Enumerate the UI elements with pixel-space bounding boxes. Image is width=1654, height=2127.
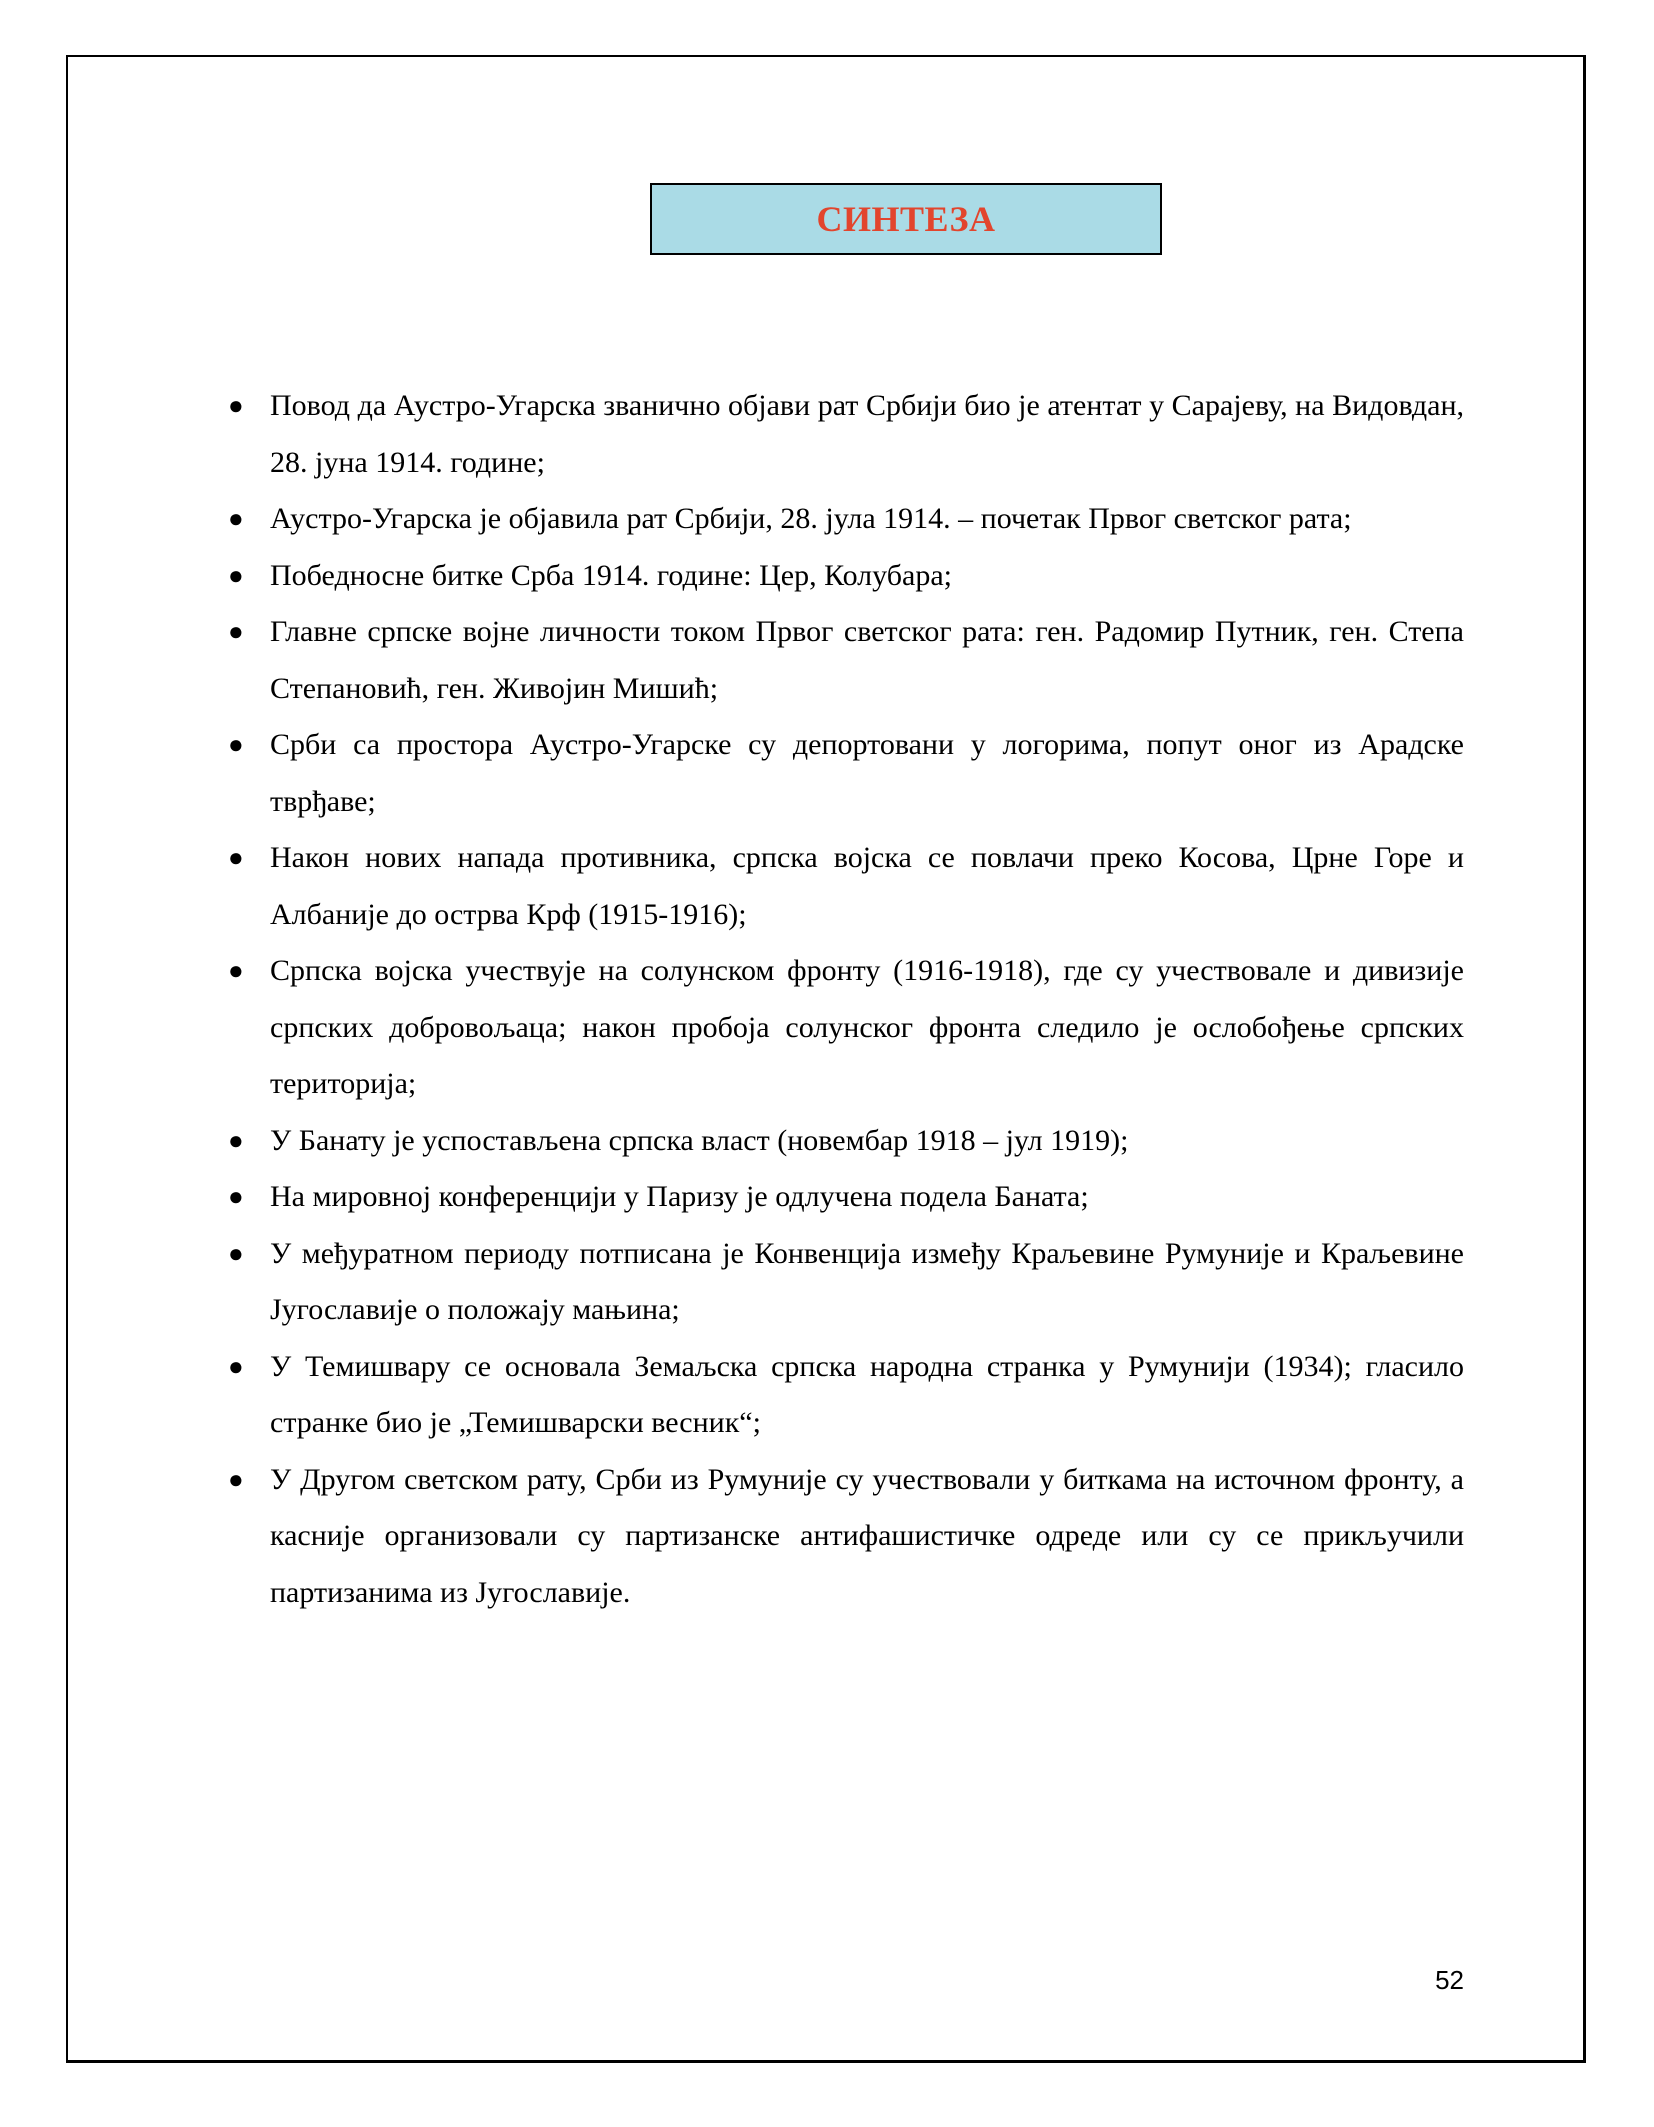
list-item-text: У међуратном периоду потписана је Конвенција између Краљевине Румуније и Краљевине Југославије о положају мањина; [270,1236,1464,1326]
list-item-text: Аустро-Угарска је објавила рат Србији, 28. јула 1914. – почетак Првог светског рата; [270,502,1352,535]
list-item-text: На мировној конференцији у Паризу је одлучена подела Баната; [270,1180,1089,1213]
title-box [650,183,1162,255]
list-item [220,1169,1464,1226]
bullet-icon: ● [228,391,244,420]
bullet-icon: ● [228,504,244,533]
list-item-text: У Другом светском рату, Срби из Румуније су учествовали у биткама на источном фронту, а касније организовали су партизанске антифашистичке одреде или су се прикључили партизанима из Југославије. [270,1462,1464,1609]
list-item [220,1452,1464,1622]
list-item-text: Српска војска учествује на солунском фронту (1916-1918), где су учествовале и дивизије српских добровољаца; након пробоја солунског фронта следило је ослобођење српских територија; [270,954,1464,1100]
list-item-text: Победносне битке Срба 1914. године: Цер, Колубара; [270,558,952,592]
list-item [220,1226,1464,1339]
list-item-text: Срби са простора Аустро-Угарске су депортовани у логорима, попут оног из Арадске тврђаве; [270,728,1464,818]
list-item-text: Повод да Аустро-Угарска званично објави рат Србији био је атентат у Сарајеву, на Видовдан, 28. јуна 1914. године; [270,389,1464,479]
list-item [220,548,1464,605]
list-item-text: Главне српске војне личности током Првог светског рата: ген. Радомир Путник, ген. Степа Степановић, ген. Живојин Мишић; [270,615,1464,705]
bullet-icon: ● [228,843,244,872]
bullet-icon: ● [228,1351,244,1381]
bullet-icon: ● [228,956,244,985]
list-item-text: Након нових напада противника, српска војска се повлачи преко Косова, Црне Горе и Албаније до острва Крф (1915-1916); [270,841,1464,931]
bullet-icon: ● [228,1464,244,1494]
bullet-icon: ● [228,617,244,646]
list-item [220,943,1464,1113]
list-item [220,830,1464,943]
bullet-icon: ● [228,1238,244,1268]
page-number: 52 [1435,1965,1464,1995]
list-item [220,491,1464,548]
list-item [220,604,1464,717]
list-item [220,717,1464,830]
list-item-text: У Темишвару се основала Земаљска српска народна странка у Румунији (1934); гласило странке био је „Темишварски весник“; [270,1349,1464,1439]
bullet-icon: ● [228,1182,244,1211]
page-title: СИНТЕЗА [816,199,996,239]
list-item [220,1339,1464,1452]
bullet-icon: ● [228,560,244,590]
summary-list [220,378,1464,1621]
bullet-icon: ● [228,1125,244,1155]
list-item-text: У Банату је успостављена српска власт (новембар 1918 – јул 1919); [270,1123,1129,1157]
list-item [220,378,1464,491]
list-item [220,1113,1464,1170]
bullet-icon: ● [228,730,244,759]
